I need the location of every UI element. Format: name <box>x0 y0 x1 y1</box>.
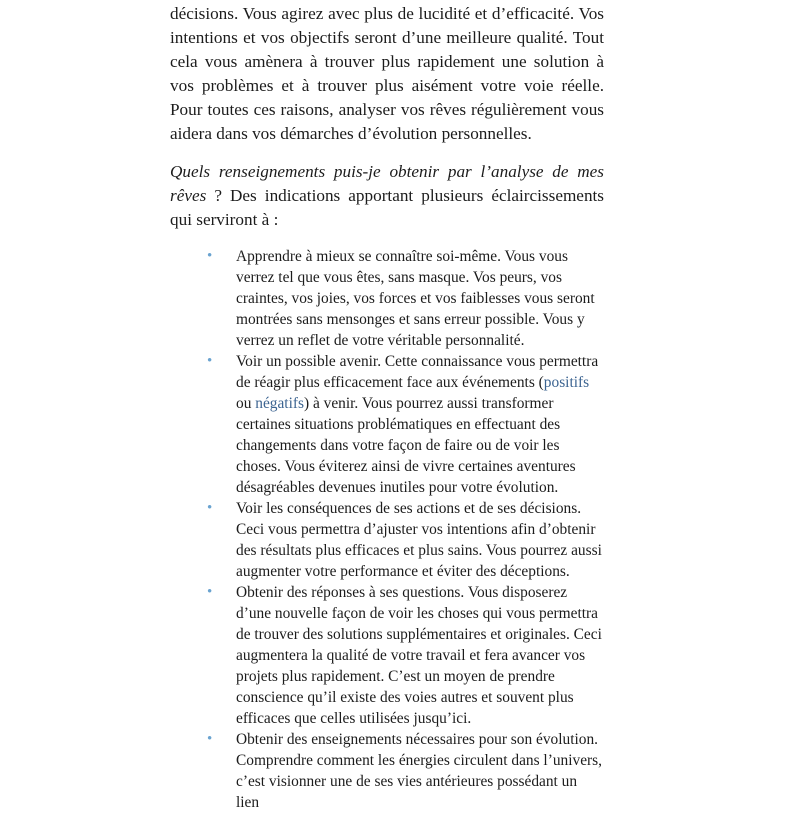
list-item-text: Obtenir des réponses à ses questions. Vous disposerez d’une nouvelle façon de voir les choses qui vous permettra de trouver des solutions supplémentaires et originales. Ceci augmentera la qualité de votre travail et fera avancer vos projets plus rapidement. C’est un moyen de prendre conscience qu’il existe des voies autres et souvent plus efficaces que celles utilisées jusqu’ici. <box>236 584 602 727</box>
bullet-icon: • <box>207 731 213 747</box>
document-body <box>170 2 604 232</box>
bullet-icon: • <box>207 353 213 369</box>
list-item <box>207 729 603 813</box>
bullet-icon: • <box>207 584 213 600</box>
bullet-icon: • <box>207 500 213 516</box>
list-item <box>207 498 603 582</box>
list-item-text: Voir un possible avenir. Cette connaissance vous permettra de réagir plus efficacement face aux événements ( <box>236 353 599 391</box>
negatifs-link[interactable]: négatifs <box>255 395 304 412</box>
question-text: Quels renseignements puis-je obtenir par l’analyse de mes rêves <box>170 162 604 205</box>
list-item-text: ou <box>236 395 256 412</box>
list-item-text: Apprendre à mieux se connaître soi-même. Vous vous verrez tel que vous êtes, sans masque. Vos peurs, vos craintes, vos joies, vos forces et vos faiblesses vous seront montrées sans mensonges et sans erreur possible. Vous y verrez un reflet de votre véritable personnalité. <box>236 248 595 349</box>
intro-paragraph: décisions. Vous agirez avec plus de lucidité et d’efficacité. Vos intentions et vos objectifs seront d’une meilleure qualité. Tout cela vous amènera à trouver plus rapidement une solution à vos problèmes et à trouver plus aisément votre voie réelle. Pour toutes ces raisons, analyser vos rêves régulièrement vous aidera dans vos démarches d’évolution personnelles. <box>170 4 604 143</box>
question-paragraph <box>170 160 604 232</box>
list-item <box>207 351 603 498</box>
question-answer-text: ? Des indications apportant plusieurs éclaircissements qui serviront à : <box>170 186 604 229</box>
list-item-text: ) à venir. Vous pourrez aussi transformer certaines situations problématiques en effectuant des changements dans votre façon de faire ou de voir les choses. Vous éviterez ainsi de vivre certaines aventures désagréables devenues inutiles pour votre évolution. <box>236 395 576 496</box>
bullet-icon: • <box>207 248 213 264</box>
list-item-text: Obtenir des enseignements nécessaires pour son évolution. Comprendre comment les énergies circulent dans l’univers, c’est visionner une de ses vies antérieures possédant un lien <box>236 731 602 811</box>
positifs-link[interactable]: positifs <box>543 374 590 391</box>
list-item-text: Voir les conséquences de ses actions et de ses décisions. Ceci vous permettra d’ajuster vos intentions afin d’obtenir des résultats plus efficaces et plus sains. Vous pourrez aussi augmenter votre performance et éviter des déceptions. <box>236 500 602 580</box>
list-item <box>207 246 603 351</box>
list-item <box>207 582 603 729</box>
benefits-list <box>207 246 603 813</box>
